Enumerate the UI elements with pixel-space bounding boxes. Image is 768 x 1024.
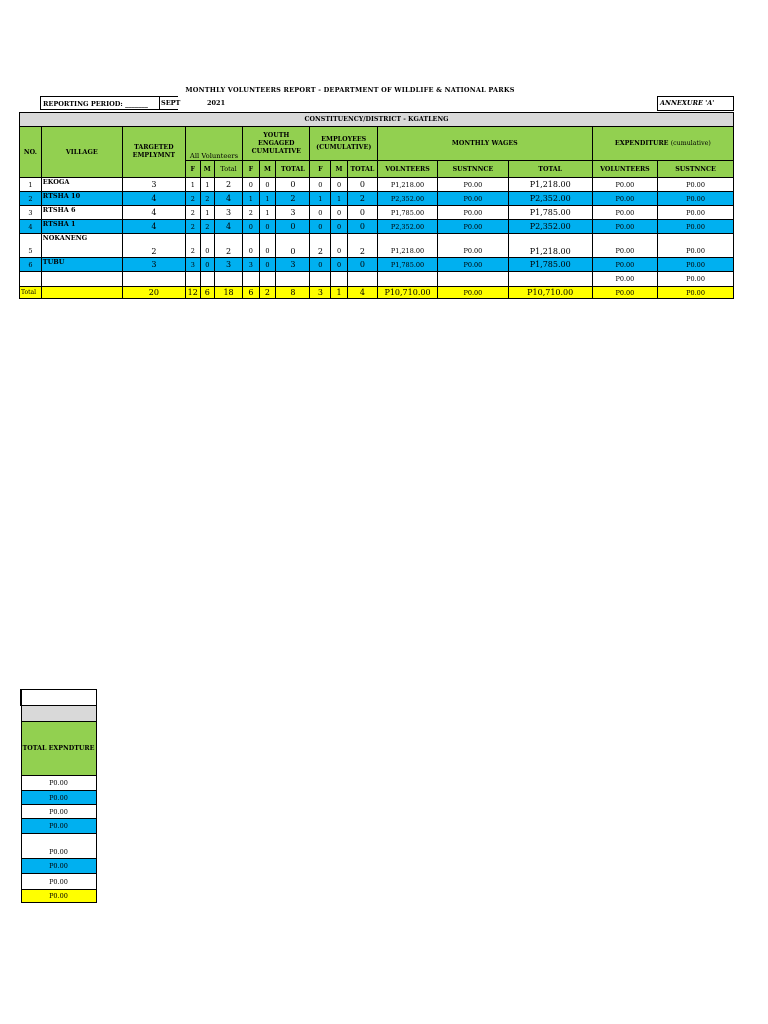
row-wages-volunteers: P1,218.00 [377,178,437,192]
side-header: TOTAL EXPNDTURE [21,722,96,776]
blank-cell [215,272,243,287]
row-village: RTSHA 6 [41,206,122,220]
row-emp-total: 0 [347,220,377,234]
row-all-f: 2 [186,192,201,206]
col-emp-total: TOTAL [347,161,377,178]
reporting-period-month: SEPT [159,96,179,110]
row-exp-sustenance: P0.00 [658,272,734,287]
row-all-f: 2 [186,206,201,220]
row-wages-sustenance: P0.00 [438,206,509,220]
row-exp-volunteers: P0.00 [592,220,657,234]
table-row [20,178,734,192]
totals-youth-total: 8 [276,287,310,299]
row-wages-sustenance: P0.00 [438,192,509,206]
row-all-f: 2 [186,220,201,234]
district-header: CONSTITUENCY/DISTRICT - KGATLENG [20,113,734,127]
side-value: P0.00 [21,819,96,834]
row-youth-m: 1 [259,192,276,206]
totals-all-m: 6 [200,287,215,299]
totals-emp-f: 3 [310,287,331,299]
row-exp-sustenance: P0.00 [658,206,734,220]
row-no: 2 [20,192,42,206]
row-village: EKOGA [41,178,122,192]
side-value: P0.00 [21,805,96,819]
col-emp-f: F [310,161,331,178]
row-youth-total: 3 [276,206,310,220]
row-all-total: 3 [215,258,243,272]
row-village: RTSHA 1 [41,220,122,234]
row-all-total: 2 [215,234,243,258]
totals-all-f: 12 [186,287,201,299]
col-youth: YOUTH ENGAGED CUMULATIVE [243,127,310,161]
row-wages-sustenance: P0.00 [438,220,509,234]
row-targeted: 4 [122,206,185,220]
row-targeted: 4 [122,192,185,206]
row-wages-sustenance: P0.00 [438,258,509,272]
row-no: 3 [20,206,42,220]
table-row [20,206,734,220]
row-emp-f: 0 [310,206,331,220]
row-youth-total: 0 [276,178,310,192]
row-youth-f: 3 [243,258,260,272]
row-emp-f: 0 [310,220,331,234]
blank-cell [41,272,122,287]
row-emp-f: 0 [310,258,331,272]
totals-emp-m: 1 [331,287,348,299]
row-exp-sustenance: P0.00 [658,258,734,272]
totals-label: Total [20,287,42,299]
totals-exp-volunteers: P0.00 [592,287,657,299]
row-emp-m: 1 [331,192,348,206]
row-all-m: 0 [200,258,215,272]
row-wages-volunteers: P1,785.00 [377,258,437,272]
blank-cell [438,272,509,287]
row-youth-m: 0 [259,178,276,192]
row-wages-total: P2,352.00 [508,220,592,234]
totals-wages-volunteers: P10,710.00 [377,287,437,299]
totals-emp-total: 4 [347,287,377,299]
side-value: P0.00 [21,776,96,791]
row-targeted: 3 [122,258,185,272]
row-all-total: 3 [215,206,243,220]
row-emp-f: 2 [310,234,331,258]
blank-cell [377,272,437,287]
row-emp-total: 0 [347,258,377,272]
table-row-blank [20,272,734,287]
blank-cell [347,272,377,287]
row-exp-volunteers: P0.00 [592,206,657,220]
side-value: P0.00 [21,859,96,874]
totals-all-total: 18 [215,287,243,299]
col-targeted: TARGETED EMPLYMNT [122,127,185,178]
totals-exp-sustenance: P0.00 [658,287,734,299]
blank-cell [243,272,260,287]
row-exp-volunteers: P0.00 [592,192,657,206]
blank-cell [276,272,310,287]
table-row [20,234,734,258]
reporting-period-label: REPORTING PERIOD: _______ [40,96,178,110]
blank-cell [20,272,42,287]
row-youth-m: 0 [259,258,276,272]
blank-cell [331,272,348,287]
row-wages-volunteers: P2,352.00 [377,192,437,206]
col-village: VILLAGE [41,127,122,178]
row-exp-sustenance: P0.00 [658,178,734,192]
row-village: NOKANENG [41,234,122,258]
col-expenditure-sub: (cumulative) [670,140,711,147]
col-no: NO. [20,127,42,178]
blank-cell [41,287,122,299]
row-exp-sustenance: P0.00 [658,220,734,234]
row-wages-sustenance: P0.00 [438,178,509,192]
row-exp-volunteers: P0.00 [592,234,657,258]
row-all-f: 1 [186,178,201,192]
row-youth-f: 0 [243,178,260,192]
row-emp-total: 0 [347,206,377,220]
row-all-total: 2 [215,178,243,192]
table-row [20,220,734,234]
row-emp-m: 0 [331,258,348,272]
col-exp-sustenance: SUSTNNCE [658,161,734,178]
row-wages-total: P2,352.00 [508,192,592,206]
row-exp-volunteers: P0.00 [592,272,657,287]
row-exp-sustenance: P0.00 [658,234,734,258]
row-youth-m: 1 [259,206,276,220]
table-row [20,258,734,272]
reporting-period-year: 2021 [207,99,226,107]
row-youth-f: 1 [243,192,260,206]
row-wages-volunteers: P1,785.00 [377,206,437,220]
row-emp-m: 0 [331,206,348,220]
row-youth-f: 0 [243,220,260,234]
col-expenditure [592,127,733,161]
row-emp-f: 0 [310,178,331,192]
side-gray-cell [21,706,96,722]
row-all-m: 1 [200,178,215,192]
blank-cell [259,272,276,287]
row-exp-sustenance: P0.00 [658,192,734,206]
row-emp-total: 0 [347,178,377,192]
row-youth-f: 2 [243,206,260,220]
col-wages-total: TOTAL [508,161,592,178]
row-exp-volunteers: P0.00 [592,258,657,272]
volunteers-table [19,112,734,299]
col-wages-sustenance: SUSTNNCE [438,161,509,178]
row-all-m: 1 [200,206,215,220]
col-all-volunteers: All Volunteers [186,127,243,161]
blank-cell [508,272,592,287]
col-wages: MONTHLY WAGES [377,127,592,161]
row-youth-f: 0 [243,234,260,258]
side-value: P0.00 [21,791,96,805]
blank-cell [200,272,215,287]
col-emp-m: M [331,161,348,178]
row-youth-total: 2 [276,192,310,206]
totals-wages-total: P10,710.00 [508,287,592,299]
side-value: P0.00 [21,834,96,859]
totals-youth-f: 6 [243,287,260,299]
row-youth-total: 0 [276,220,310,234]
row-emp-m: 0 [331,178,348,192]
blank-cell [310,272,331,287]
row-emp-m: 0 [331,220,348,234]
row-no: 6 [20,258,42,272]
row-youth-total: 3 [276,258,310,272]
row-wages-sustenance: P0.00 [438,234,509,258]
row-wages-total: P1,218.00 [508,178,592,192]
totals-youth-m: 2 [259,287,276,299]
blank-cell [122,272,185,287]
totals-row [20,287,734,299]
row-emp-total: 2 [347,192,377,206]
row-no: 4 [20,220,42,234]
totals-targeted: 20 [122,287,185,299]
table-row [20,192,734,206]
col-wages-volunteers: VOLNTEERS [377,161,437,178]
row-youth-total: 0 [276,234,310,258]
row-all-total: 4 [215,220,243,234]
col-youth-f: F [243,161,260,178]
row-wages-volunteers: P1,218.00 [377,234,437,258]
col-all-m: M [200,161,215,178]
side-value: P0.00 [21,874,96,890]
row-all-f: 3 [186,258,201,272]
row-no: 1 [20,178,42,192]
row-village: TUBU [41,258,122,272]
row-wages-total: P1,218.00 [508,234,592,258]
row-all-m: 0 [200,234,215,258]
col-employees: EMPLOYEES (CUMULATIVE) [310,127,377,161]
col-expenditure-title: EXPENDITURE [614,140,669,147]
row-emp-f: 1 [310,192,331,206]
row-wages-total: P1,785.00 [508,258,592,272]
report-title: MONTHLY VOLUNTEERS REPORT - DEPARTMENT OF WILDLIFE & NATIONAL PARKS [185,86,515,94]
row-exp-volunteers: P0.00 [592,178,657,192]
side-value: P0.00 [21,890,96,903]
blank-cell [186,272,201,287]
row-no: 5 [20,234,42,258]
row-emp-m: 0 [331,234,348,258]
col-youth-m: M [259,161,276,178]
col-all-total: Total [215,161,243,178]
row-all-m: 2 [200,220,215,234]
col-all-f: F [186,161,201,178]
row-wages-total: P1,785.00 [508,206,592,220]
total-expenditure-table [20,689,97,903]
row-wages-volunteers: P2,352.00 [377,220,437,234]
row-all-m: 2 [200,192,215,206]
col-youth-total: TOTAL [276,161,310,178]
row-village: RTSHA 10 [41,192,122,206]
col-exp-volunteers: VOLUNTEERS [592,161,657,178]
row-all-f: 2 [186,234,201,258]
row-targeted: 2 [122,234,185,258]
row-targeted: 3 [122,178,185,192]
side-blank-cell [21,690,96,706]
totals-wages-sustenance: P0.00 [438,287,509,299]
row-youth-m: 0 [259,234,276,258]
row-all-total: 4 [215,192,243,206]
annexure-label: ANNEXURE 'A' [657,96,734,111]
row-emp-total: 2 [347,234,377,258]
row-youth-m: 0 [259,220,276,234]
row-targeted: 4 [122,220,185,234]
